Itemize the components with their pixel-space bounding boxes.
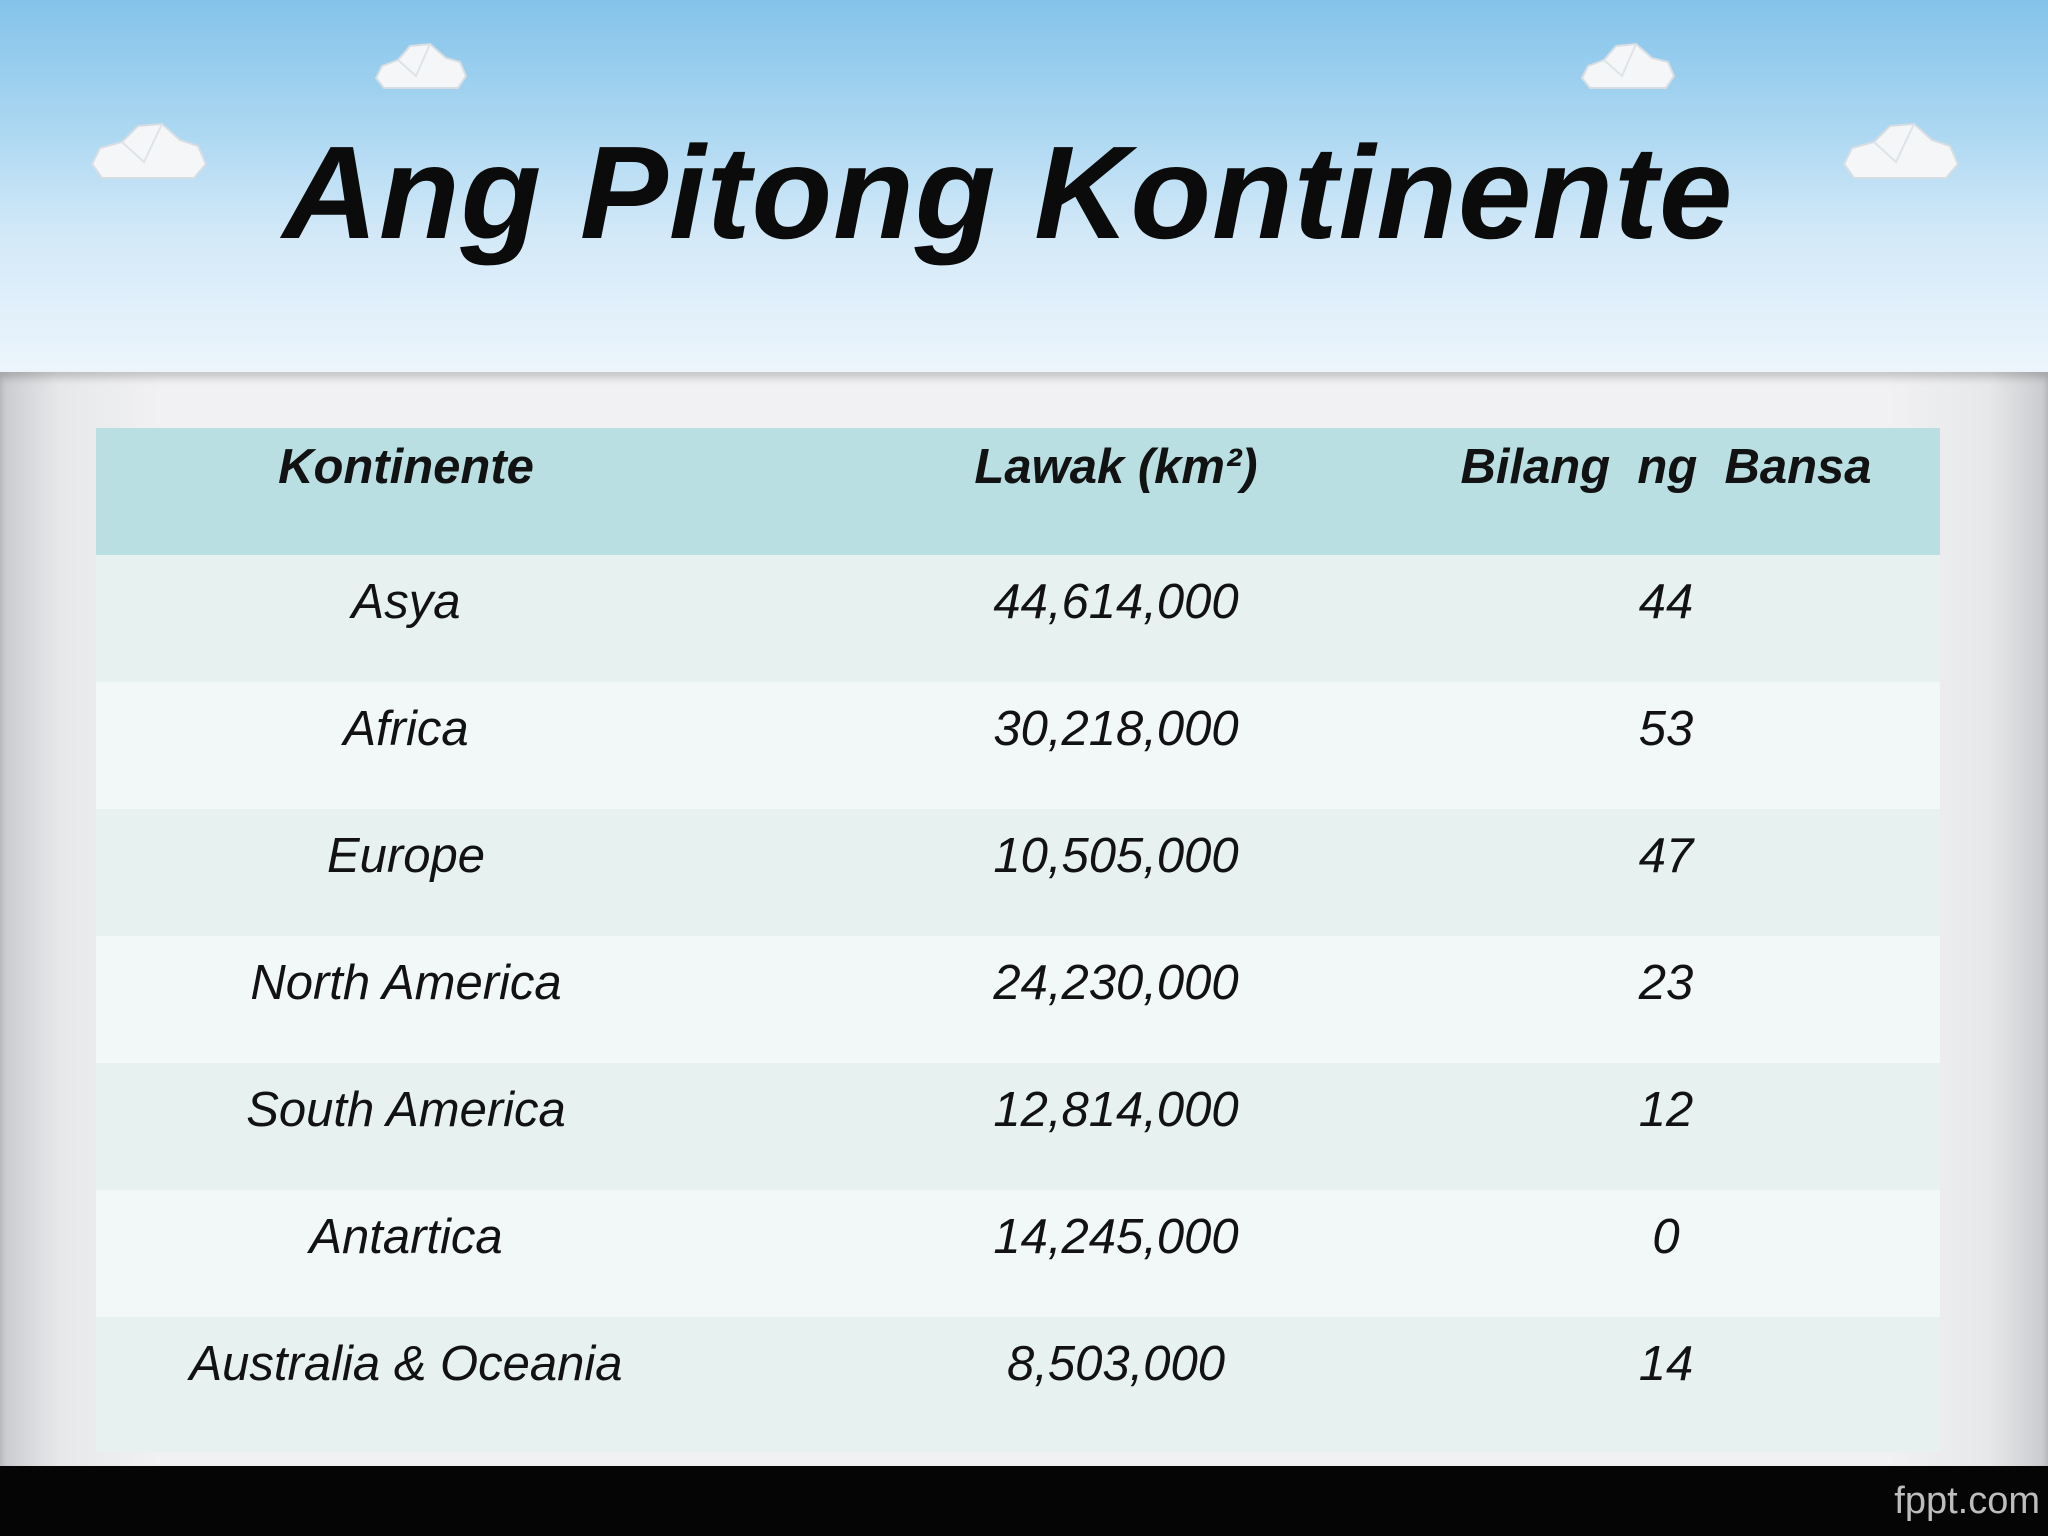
- table-row: [96, 682, 1940, 809]
- header-kontinente: Kontinente: [278, 440, 534, 494]
- footer-bar: [0, 1466, 2048, 1536]
- cell-area: 44,614,000: [993, 575, 1239, 629]
- cell-continent: Asya: [351, 575, 461, 629]
- cell-area: 14,245,000: [993, 1210, 1239, 1264]
- header-bilang-ng-bansa: Bilang ng Bansa: [1460, 440, 1872, 494]
- brand-watermark: fppt.com: [1894, 1480, 2040, 1522]
- cell-continent: North America: [250, 956, 562, 1010]
- cell-country-count: 12: [1638, 1083, 1694, 1137]
- table-row: [96, 1317, 1940, 1452]
- cell-continent: South America: [246, 1083, 566, 1137]
- cell-area: 8,503,000: [1007, 1337, 1225, 1391]
- table-row: [96, 936, 1940, 1063]
- continents-table: [96, 428, 1940, 1452]
- cell-country-count: 23: [1638, 956, 1694, 1010]
- table-row: [96, 1190, 1940, 1317]
- cell-country-count: 47: [1638, 829, 1694, 883]
- cloud-icon: [370, 38, 470, 94]
- cell-continent: Europe: [326, 829, 485, 883]
- cloud-icon: [1576, 38, 1678, 94]
- header-lawak: Lawak (km²): [974, 440, 1258, 494]
- cell-area: 24,230,000: [993, 956, 1239, 1010]
- cell-continent: Australia & Oceania: [189, 1337, 623, 1391]
- table-header-row: [96, 428, 1940, 555]
- cell-country-count: 14: [1638, 1337, 1694, 1391]
- cell-country-count: 0: [1652, 1210, 1680, 1264]
- cell-continent: Antartica: [309, 1210, 503, 1264]
- table-row: [96, 1063, 1940, 1190]
- slide-title: Ang Pitong Kontinente: [282, 119, 1734, 266]
- cell-area: 12,814,000: [993, 1083, 1239, 1137]
- table-row: [96, 555, 1940, 682]
- cell-area: 30,218,000: [993, 702, 1239, 756]
- cell-country-count: 44: [1638, 575, 1694, 629]
- cell-area: 10,505,000: [993, 829, 1239, 883]
- cell-continent: Africa: [343, 702, 469, 756]
- cell-country-count: 53: [1638, 702, 1694, 756]
- table-row: [96, 809, 1940, 936]
